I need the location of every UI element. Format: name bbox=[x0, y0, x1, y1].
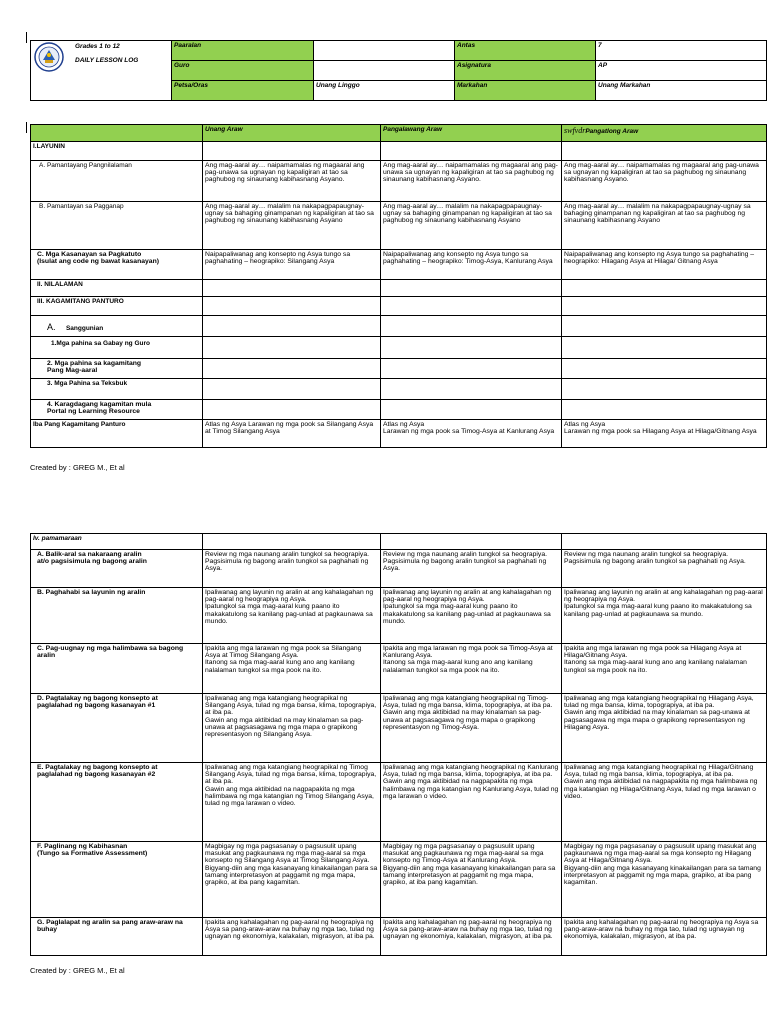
markahan-value: Unang Markahan bbox=[596, 81, 767, 101]
empty-cell bbox=[203, 280, 381, 297]
pag-uugnay-day2: Ipakita ang mga larawan ng mga pook sa Timog-Asya at Kanlurang Asya. Itanong sa mga mag-aaral kung ano ang kanilang nalalaman tungkol sa mga pook na ito. bbox=[381, 644, 562, 694]
pamantayang-pangnilalaman-label: A. Pamantayang Pangnilalaman bbox=[31, 161, 203, 202]
pagtalakay-1-day1: Ipaliwanag ang mga katangiang heograpikal ng Silangang Asya, tulad ng mga bansa, klima, topograpiya, at iba pa. Gawin ang mga aktibidad na may kinalaman sa pag-unawa at pagsasagawa ng mga mapa o grapikong representasyon ng Silangang Asya. bbox=[203, 694, 381, 763]
empty-cell bbox=[381, 400, 562, 420]
empty-cell bbox=[562, 280, 767, 297]
iba-pang-kagamitan-day2: Atlas ng Asya Larawan ng mga pook sa Timog-Asya at Kanlurang Asya bbox=[381, 420, 562, 448]
empty-cell bbox=[381, 379, 562, 400]
empty-cell bbox=[562, 359, 767, 379]
paaralan-field[interactable] bbox=[314, 41, 455, 61]
empty-cell bbox=[381, 297, 562, 316]
guro-label: Guro bbox=[172, 61, 314, 81]
pamamaraan-table bbox=[30, 533, 767, 956]
empty-cell bbox=[562, 316, 767, 337]
created-by-footer: Created by : GREG M., Et al bbox=[30, 966, 125, 975]
layunin-heading: I.LAYUNIN bbox=[31, 142, 203, 161]
sanggunian-prefix: A. bbox=[47, 322, 56, 332]
teksbuk-label: 3. Mga Pahina sa Teksbuk bbox=[31, 379, 203, 400]
iba-pang-kagamitan-day3: Atlas ng Asya Larawan ng mga pook sa Hilagang Asya at Hilaga/Gitnang Asya bbox=[562, 420, 767, 448]
empty-cell bbox=[203, 316, 381, 337]
paaralan-label: Paaralan bbox=[172, 41, 314, 61]
empty-cell bbox=[203, 534, 381, 550]
empty-cell bbox=[203, 297, 381, 316]
created-by-footer: Created by : GREG M., Et al bbox=[30, 463, 125, 472]
pagtalakay-1-day2: Ipaliwanag ang mga katangiang heograpikal ng Timog-Asya, tulad ng mga bansa, klima, topograpiya, at iba pa. Gawin ang mga aktibidad na may kinalaman sa pag-unawa at pagsasagawa ng mga mapa o grapikong representasyon ng Timog-Asya. bbox=[381, 694, 562, 763]
pag-uugnay-day1: Ipakita ang mga larawan ng mga pook sa Silangang Asya at Timog Silangang Asya. Itanong sa mga mag-aaral kung ano ang kanilang nalalaman tungkol sa mga pook na ito. bbox=[203, 644, 381, 694]
empty-cell bbox=[203, 379, 381, 400]
pamantayang-pangnilalaman-day2: Ang mag-aaral ay… naipamamalas ng magaaral ang pag-unawa sa ugnayan ng kapaligiran at tao sa paghubog ng sinaunang kabihasnang Asyano. bbox=[381, 161, 562, 202]
paghahabi-label: B. Paghahabi sa layunin ng aralin bbox=[31, 588, 203, 644]
guro-field[interactable] bbox=[314, 61, 455, 81]
daily-lesson-log-title: DAILY LESSON LOG bbox=[75, 57, 139, 64]
text-cursor bbox=[26, 122, 27, 133]
kasanayan-day3: Naipapaliwanag ang konsepto ng Asya tungo sa paghahating – heograpiko: Hilagang Asya at Hilaga/ Gitnang Asya bbox=[562, 250, 767, 280]
empty-cell bbox=[381, 337, 562, 359]
paglalapat-day3: Ipakita ang kahalagahan ng pag-aaral ng heograpiya ng Asya sa pang-araw-araw na buhay ng mga tao, tulad ng ugnayan ng ekonomiya, kalakalan, migrasyon, at iba pa. bbox=[562, 918, 767, 956]
pagtalakay-2-label: E. Pagtalakay ng bagong konsepto at paglalahad ng bagong kasanayan #2 bbox=[31, 763, 203, 842]
procedure-row-balik-aral bbox=[31, 550, 767, 588]
kasanayan-label: C. Mga Kasanayan sa Pagkatuto (Isulat ang code ng bawat kasanayan) bbox=[31, 250, 203, 280]
pamantayan-pagganap-day2: Ang mag-aaral ay… malalim na nakapagpapaugnay-ugnay sa bahaging ginampanan ng kapaligiran at tao sa paghubog ng sinaunang kabihasnang Asyano bbox=[381, 202, 562, 250]
balik-aral-day2: Review ng mga naunang aralin tungkol sa heograpiya. Pagsisimula ng bagong aralin tungkol sa paghahati ng Asya. bbox=[381, 550, 562, 588]
empty-cell bbox=[562, 379, 767, 400]
empty-cell bbox=[381, 280, 562, 297]
header-logo-cell bbox=[31, 41, 172, 101]
pagtalakay-2-day2: Ipaliwanag ang mga katangiang heograpikal ng Kanlurang Asya, tulad ng mga bansa, klima, topograpiya, at iba pa. Gawin ang mga aktibidad na nagpapakita ng mga halimbawa ng mga katangian ng Kanlurang Asya, tulad ng mga larawan o video. bbox=[381, 763, 562, 842]
empty-cell bbox=[562, 400, 767, 420]
empty-cell bbox=[562, 337, 767, 359]
header-table bbox=[30, 40, 767, 101]
empty-cell bbox=[381, 359, 562, 379]
kasanayan-day2: Naipapaliwanag ang konsepto ng Asya tungo sa paghahating – heograpiko: Timog-Asya, Kanlurang Asya bbox=[381, 250, 562, 280]
pamantayang-pangnilalaman-day3: Ang mag-aaral ay… naipamamalas ng magaaral ang pag-unawa sa ugnayan ng kapaligiran at tao sa paghubog ng sinaunang kabihasnang Asyano. bbox=[562, 161, 767, 202]
empty-cell bbox=[562, 534, 767, 550]
pag-uugnay-day3: Ipakita ang mga larawan ng mga pook sa Hilagang Asya at Hilaga/Gitnang Asya. Itanong sa mga mag-aaral kung ano ang kanilang nalalaman tungkol sa mga pook na ito. bbox=[562, 644, 767, 694]
asignatura-label: Asignatura bbox=[455, 61, 596, 81]
day3-prefix: swfvdr bbox=[564, 126, 586, 135]
learning-resource-label: 4. Karagdagang kagamitan mula Portal ng Learning Resource bbox=[31, 400, 203, 420]
day3-label: Pangatlong Araw bbox=[585, 128, 639, 135]
procedure-rows bbox=[31, 550, 767, 956]
empty-cell bbox=[381, 534, 562, 550]
antas-value: 7 bbox=[596, 41, 767, 61]
pamantayan-pagganap-day3: Ang mag-aaral ay… malalim na nakapagpapaugnay-ugnay sa bahaging ginampanan ng kapaligiran at tao sa paghubog ng sinaunang kabihasnang Asyano bbox=[562, 202, 767, 250]
empty-cell bbox=[381, 316, 562, 337]
kagamitang-mag-aaral-label: 2. Mga pahina sa kagamitang Pang Mag-aaral bbox=[31, 359, 203, 379]
nilalaman-heading: II. NILALAMAN bbox=[31, 280, 203, 297]
procedure-row-paglalapat bbox=[31, 918, 767, 956]
paglalapat-day2: Ipakita ang kahalagahan ng pag-aaral ng heograpiya ng Asya sa pang-araw-araw na buhay ng mga tao, tulad ng ugnayan ng ekonomiya, kalakalan, migrasyon, at iba pa. bbox=[381, 918, 562, 956]
procedure-row-pagtalakay-1 bbox=[31, 694, 767, 763]
paglinang-label: F. Paglinang ng Kabihasnan (Tungo sa Formative Assessment) bbox=[31, 842, 203, 918]
day1-header: Unang Araw bbox=[203, 125, 381, 142]
pamantayan-pagganap-day1: Ang mag-aaral ay… malalim na nakapagpapaugnay-ugnay sa bahaging ginampanan ng kapaligiran at tao sa paghubog ng sinaunang kabihasnang Asyano bbox=[203, 202, 381, 250]
balik-aral-day3: Review ng mga naunang aralin tungkol sa heograpiya. Pagsisimula ng bagong aralin tungkol sa paghahati ng Asya. bbox=[562, 550, 767, 588]
paglinang-day3: Magbigay ng mga pagsasanay o pagsusulit upang masukat ang pagkaunawa ng mga mag-aaral sa mga konsepto ng Hilagang Asya at Hilaga/Gitnang Asya. Bigyang-diin ang mga kasanayang kinakailangan para sa tamang interpretasyon at paggamit ng mga mapa, grapiko, at iba pang kagamitan. bbox=[562, 842, 767, 918]
empty-cell bbox=[203, 142, 381, 161]
pagtalakay-2-day1: Ipaliwanag ang mga katangiang heograpikal ng Timog Silangang Asya, tulad ng mga bansa, klima, topograpiya, at iba pa. Gawin ang mga aktibidad na nagpapakita ng mga halimbawa ng mga katangian ng Timog Silangang Asya, tulad ng mga larawan o video. bbox=[203, 763, 381, 842]
asignatura-value: AP bbox=[596, 61, 767, 81]
paglinang-day1: Magbigay ng mga pagsasanay o pagsusulit upang masukat ang pagkaunawa ng mga mag-aaral sa mga konsepto ng Silangang Asya at Timog Silangang Asya. Bigyang-diin ang mga kasanayang kinakailangan para sa tamang interpretasyon at paggamit ng mga mapa, grapiko, at iba pang kagamitan. bbox=[203, 842, 381, 918]
procedure-row-pag-uugnay bbox=[31, 644, 767, 694]
empty-cell bbox=[381, 142, 562, 161]
paglalapat-label: G. Paglalapat ng aralin sa pang araw-araw na buhay bbox=[31, 918, 203, 956]
pamamaraan-heading: Iv. pamamaraan bbox=[31, 534, 203, 550]
pamantayang-pangnilalaman-day1: Ang mag-aaral ay… naipamamalas ng magaaral ang pag-unawa sa ugnayan ng kapaligiran at tao sa paghubog ng sinaunang kabihasnang Asyano. bbox=[203, 161, 381, 202]
paglinang-day2: Magbigay ng mga pagsasanay o pagsusulit upang masukat ang pagkaunawa ng mga mag-aaral sa mga konsepto ng Timog-Asya at Kanlurang Asya. Bigyang-diin ang mga kasanayang kinakailangan para sa tamang interpretasyon at paggamit ng mga mapa, grapiko, at iba pang kagamitan. bbox=[381, 842, 562, 918]
paghahabi-day3: Ipaliwanag ang layunin ng aralin at ang kahalagahan ng pag-aaral ng heograpiya ng Asya. Ipatungkol sa mga mag-aaral kung paano ito makakatulong sa kanilang pag-unlad at pagkaunawa sa mundo. bbox=[562, 588, 767, 644]
day3-header bbox=[562, 125, 767, 142]
antas-label: Antas bbox=[455, 41, 596, 61]
kasanayan-day1: Naipapaliwanag ang konsepto ng Asya tungo sa paghahating – heograpiko: Silangang Asya bbox=[203, 250, 381, 280]
procedure-row-paghahabi bbox=[31, 588, 767, 644]
pamantayan-pagganap-label: B. Pamantayan sa Pagganap bbox=[31, 202, 203, 250]
empty-cell bbox=[203, 359, 381, 379]
day2-header: Pangalawang Araw bbox=[381, 125, 562, 142]
markahan-label: Markahan bbox=[455, 81, 596, 101]
empty-cell bbox=[203, 400, 381, 420]
kagamitang-panturo-heading: III. KAGAMITANG PANTURO bbox=[31, 297, 203, 316]
sanggunian-text: Sanggunian bbox=[65, 325, 104, 332]
iba-pang-kagamitan-label: Iba Pang Kagamitang Panturo bbox=[31, 420, 203, 448]
gabay-guro-label: 1.Mga pahina sa Gabay ng Guro bbox=[31, 337, 203, 359]
linggo-value: Unang Linggo bbox=[314, 81, 455, 101]
grades-label: Grades 1 to 12 bbox=[75, 43, 120, 50]
iba-pang-kagamitan-day1: Atlas ng Asya Larawan ng mga pook sa Silangang Asya at Timog Silangang Asya bbox=[203, 420, 381, 448]
pag-uugnay-label: C. Pag-uugnay ng mga halimbawa sa bagong aralin bbox=[31, 644, 203, 694]
empty-cell bbox=[562, 142, 767, 161]
pagtalakay-1-day3: Ipaliwanag ang mga katangiang heograpikal ng Hilagang Asya, tulad ng mga bansa, klima, topograpiya, at iba pa. Gawin ang mga aktibidad na may kinalaman sa pag-unawa at pagsasagawa ng mga mapa o grapikong representasyon ng Hilagang Asya. bbox=[562, 694, 767, 763]
balik-aral-label: A. Balik-aral sa nakaraang aralin at/o pagsisimula ng bagong aralin bbox=[31, 550, 203, 588]
objectives-table bbox=[30, 124, 767, 448]
pagtalakay-2-day3: Ipaliwanag ang mga katangiang heograpikal ng Hilaga/Gitnang Asya, tulad ng mga bansa, klima, topograpiya, at iba pa. Gawin ang mga aktibidad na nagpapakita ng mga halimbawa ng mga katangian ng Hilaga/Gitnang Asya, tulad ng mga larawan o video. bbox=[562, 763, 767, 842]
empty-cell bbox=[562, 297, 767, 316]
paghahabi-day1: Ipaliwanag ang layunin ng aralin at ang kahalagahan ng pag-aaral ng heograpiya ng Asya. Ipatungkol sa mga mag-aaral kung paano ito makakatulong sa kanilang pag-unlad at pagkaunawa sa mundo. bbox=[203, 588, 381, 644]
empty-cell bbox=[203, 337, 381, 359]
sanggunian-label bbox=[31, 316, 203, 337]
paglalapat-day1: Ipakita ang kahalagahan ng pag-aaral ng heograpiya ng Asya sa pang-araw-araw na buhay ng mga tao, tulad ng ugnayan ng ekonomiya, kalakalan, migrasyon, at iba pa. bbox=[203, 918, 381, 956]
balik-aral-day1: Review ng mga naunang aralin tungkol sa heograpiya. Pagsisimula ng bagong aralin tungkol sa paghahati ng Asya. bbox=[203, 550, 381, 588]
procedure-row-paglinang bbox=[31, 842, 767, 918]
paghahabi-day2: Ipaliwanag ang layunin ng aralin at ang kahalagahan ng pag-aaral ng heograpiya ng Asya. Ipatungkol sa mga mag-aaral kung paano ito makakatulong sa kanilang pag-unlad at pagkaunawa sa mundo. bbox=[381, 588, 562, 644]
day-header-blank bbox=[31, 125, 203, 142]
text-cursor bbox=[26, 32, 27, 43]
procedure-row-pagtalakay-2 bbox=[31, 763, 767, 842]
petsa-oras-label: Petsa/Oras bbox=[172, 81, 314, 101]
pagtalakay-1-label: D. Pagtalakay ng bagong konsepto at paglalahad ng bagong kasanayan #1 bbox=[31, 694, 203, 763]
